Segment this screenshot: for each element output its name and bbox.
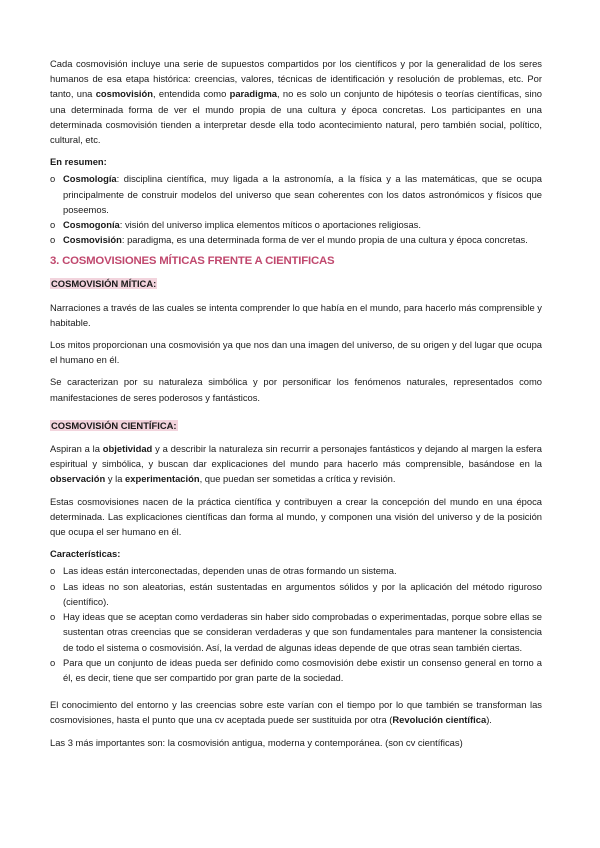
bullet-icon: o bbox=[50, 656, 56, 668]
list-item: o Hay ideas que se aceptan como verdaderas sin haber sido comprobadas o experimentadas, porque sobre ellas se sustentan otras creencias que se consideran verdaderas y que son fundamentales para mantener la consistencia de todo el sistema o cosmovisión. Así, la verdad de algunas ideas depende de que otras sean también ciertas. bbox=[50, 611, 542, 653]
bullet-icon: o bbox=[50, 219, 56, 231]
cientifica-subheading: COSMOVISIÓN CIENTÍFICA: bbox=[51, 419, 177, 431]
bullet-icon: o bbox=[50, 173, 56, 185]
document-page bbox=[50, 56, 542, 757]
list-item: o Cosmogonía: visión del universo implica elementos míticos o aportaciones religiosas. bbox=[50, 217, 542, 232]
caracteristicas-list bbox=[50, 563, 542, 685]
resumen-label: En resumen: bbox=[50, 156, 107, 168]
paradigma-term: paradigma bbox=[229, 88, 278, 100]
mitica-paragraph: Los mitos proporcionan una cosmovisión ya que nos dan una imagen del universo, de su origen y del lugar que ocupa el humano en él. bbox=[50, 339, 542, 366]
mitica-subheading: COSMOVISIÓN MÍTICA: bbox=[51, 278, 157, 290]
bullet-icon: o bbox=[50, 234, 56, 246]
resumen-list bbox=[50, 171, 542, 247]
section-heading: 3. COSMOVISIONES MÍTICAS FRENTE A CIENTIFICAS bbox=[50, 255, 335, 268]
caracteristicas-label: Características: bbox=[50, 548, 121, 560]
list-item: o Para que un conjunto de ideas pueda ser definido como cosmovisión debe existir un consenso general en torno a él, es decir, tiene que ser compartido por gran parte de la sociedad. bbox=[50, 656, 542, 683]
bullet-icon: o bbox=[50, 580, 56, 592]
cientifica-paragraph: Aspiran a la objetividad y a describir la naturaleza sin recurrir a personajes fantásticos y dejando al margen la esfera espiritual y simbólica, y buscan dar explicaciones del mundo para hacerlo más comprensible, basándose en la observación y la experimentación, que puedan ser sometidas a crítica y revisión. bbox=[50, 443, 542, 485]
cosmovision-term: cosmovisión bbox=[95, 88, 153, 100]
cientifica-paragraph: El conocimiento del entorno y las creencias sobre este varían con el tiempo por lo que también se transforman las cosmovisiones, hasta el punto que una cv aceptada puede ser sustituida por otra (Revolución científica). bbox=[50, 699, 542, 726]
list-item: o Las ideas están interconectadas, dependen unas de otras formando un sistema. bbox=[50, 563, 542, 578]
bullet-icon: o bbox=[50, 565, 56, 577]
cientifica-paragraph: Las 3 más importantes son: la cosmovisión antigua, moderna y contemporánea. (son cv científicas) bbox=[50, 736, 463, 748]
bullet-icon: o bbox=[50, 611, 56, 623]
mitica-paragraph: Narraciones a través de las cuales se intenta comprender lo que había en el mundo, para hacerlo más comprensible y habitable. bbox=[50, 301, 542, 328]
cientifica-paragraph: Estas cosmovisiones nacen de la práctica científica y contribuyen a crear la concepción del mundo en una época determinada. Las explicaciones científicas dan forma al mundo, y componen una visión del universo y de la posición que ocupa el ser humano en él. bbox=[50, 495, 542, 538]
mitica-paragraph: Se caracterizan por su naturaleza simbólica y por personificar los fenómenos naturales, representados como manifestaciones de seres poderosos y fantásticos. bbox=[50, 376, 542, 403]
list-item: o Cosmovisión: paradigma, es una determinada forma de ver el mundo propia de una cultura y época concretas. bbox=[50, 232, 542, 247]
intro-paragraph: Cada cosmovisión incluye una serie de supuestos compartidos por los científicos y por la generalidad de los seres humanos de esa etapa histórica: creencias, valores, técnicas de identificación y resolución de problemas, etc. Por tanto, una cosmovisión, entendida como paradigma, no es solo un conjunto de hipótesis o teorías científicas, sino una determinada forma de ver el mundo propia de una cultura y época concretas. Los participantes en una determinada cosmovisión tienden a interpretar desde ella todo acontecimiento natural, pero también social, político, cultural, etc. bbox=[50, 58, 543, 146]
list-item: o Las ideas no son aleatorias, están sustentadas en argumentos sólidos y por la aplicación del método riguroso (científico). bbox=[50, 580, 542, 607]
list-item: o Cosmología: disciplina científica, muy ligada a la astronomía, a la física y a las matemáticas, que se ocupa principalmente de construir modelos del universo que sean coherentes con los datos astronómicos y físicos que poseemos. bbox=[50, 173, 542, 215]
